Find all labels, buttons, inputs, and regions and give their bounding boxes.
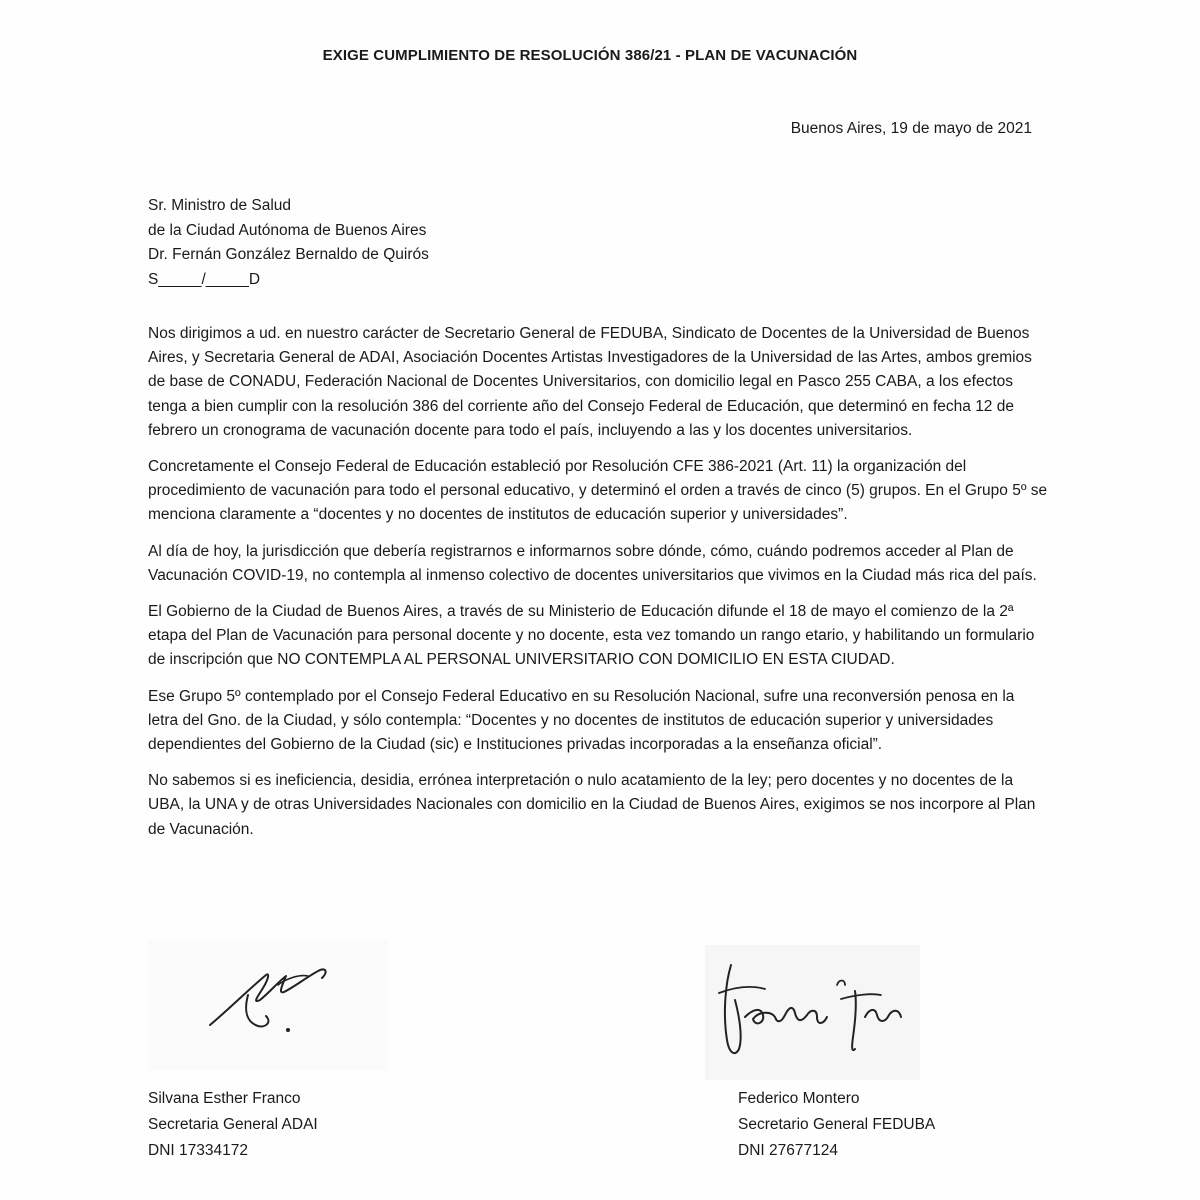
signatory-dni: DNI 17334172 [148,1142,248,1159]
signature-right-drawing [705,945,920,1080]
signatory-role: Secretaria General ADAI [148,1116,318,1133]
signatory-name: Silvana Esther Franco [148,1090,301,1107]
signature-left [148,940,388,1070]
recipient-line: Sr. Ministro de Salud [148,197,292,214]
body-paragraph: Concretamente el Consejo Federal de Educación estableció por Resolución CFE 386-2021 (Art. 11) la organización del procedimiento de vacunación para todo el personal educativo, y determinó el orden a través de cinco (5) grupos. En el Grupo 5º se menciona claramente a “docentes y no docentes de institutos de educación superior y universidades”. [148,458,1048,524]
body-paragraph: Al día de hoy, la jurisdicción que debería registrarnos e informarnos sobre dónde, cómo, cuándo podremos acceder al Plan de Vacunación COVID-19, no contempla al inmenso colectivo de docentes universitarios que vivimos en la Ciudad más rica del país. [148,542,1037,584]
letter-body [148,322,1048,854]
signatory-left [148,1086,318,1164]
signatory-dni: DNI 27677124 [738,1142,838,1159]
signatory-right [738,1086,935,1164]
recipient-line: de la Ciudad Autónoma de Buenos Aires [148,221,427,239]
document-title: EXIGE CUMPLIMIENTO DE RESOLUCIÓN 386/21 - PLAN DE VACUNACIÓN [322,47,858,64]
recipient-block [148,194,429,292]
document-date: Buenos Aires, 19 de mayo de 2021 [790,120,1032,137]
signatory-role: Secretario General FEDUBA [738,1116,936,1133]
body-paragraph: Nos dirigimos a ud. en nuestro carácter de Secretario General de FEDUBA, Sindicato de Docentes de la Universidad de Buenos Aires, y Secretaria General de ADAI, Asociación Docentes Artistas Investigadores de la Universidad de las Artes, ambos gremios de base de CONADU, Federación Nacional de Docentes Universitarios, con domicilio legal en Pasco 255 CABA, a los efectos tenga a bien cumplir con la resolución 386 del corriente año del Consejo Federal de Educación, que determinó en fecha 12 de febrero un cronograma de vacunación docente para todo el país, incluyendo a las y los docentes universitarios. [148,325,1032,439]
recipient-line: S_____/_____D [148,270,261,288]
body-paragraph: El Gobierno de la Ciudad de Buenos Aires, a través de su Ministerio de Educación difunde el 18 de mayo el comienzo de la 2ª etapa del Plan de Vacunación para personal docente y no docente, esta vez tomando un rango etario, y habilitando un formulario de inscripción que NO CONTEMPLA AL PERSONAL UNIVERSITARIO CON DOMICILIO EN ESTA CIUDAD. [148,603,1035,669]
signatory-name: Federico Montero [738,1090,860,1107]
signature-left-drawing [148,940,388,1070]
recipient-line: Dr. Fernán González Bernaldo de Quirós [148,246,429,263]
signature-right [705,945,920,1080]
body-paragraph: No sabemos si es ineficiencia, desidia, errónea interpretación o nulo acatamiento de la ley; pero docentes y no docentes de la UBA, la UNA y de otras Universidades Nacionales con domicilio en la Ciudad de Buenos Aires, exigimos se nos incorpore al Plan de Vacunación. [148,772,1036,838]
body-paragraph: Ese Grupo 5º contemplado por el Consejo Federal Educativo en su Resolución Nacional, sufre una reconversión penosa en la letra del Gno. de la Ciudad, y sólo contempla: “Docentes y no docentes de institutos de educación superior y universidades dependientes del Gobierno de la Ciudad (sic) e Instituciones privadas incorporadas a la enseñanza oficial”. [148,687,1015,754]
